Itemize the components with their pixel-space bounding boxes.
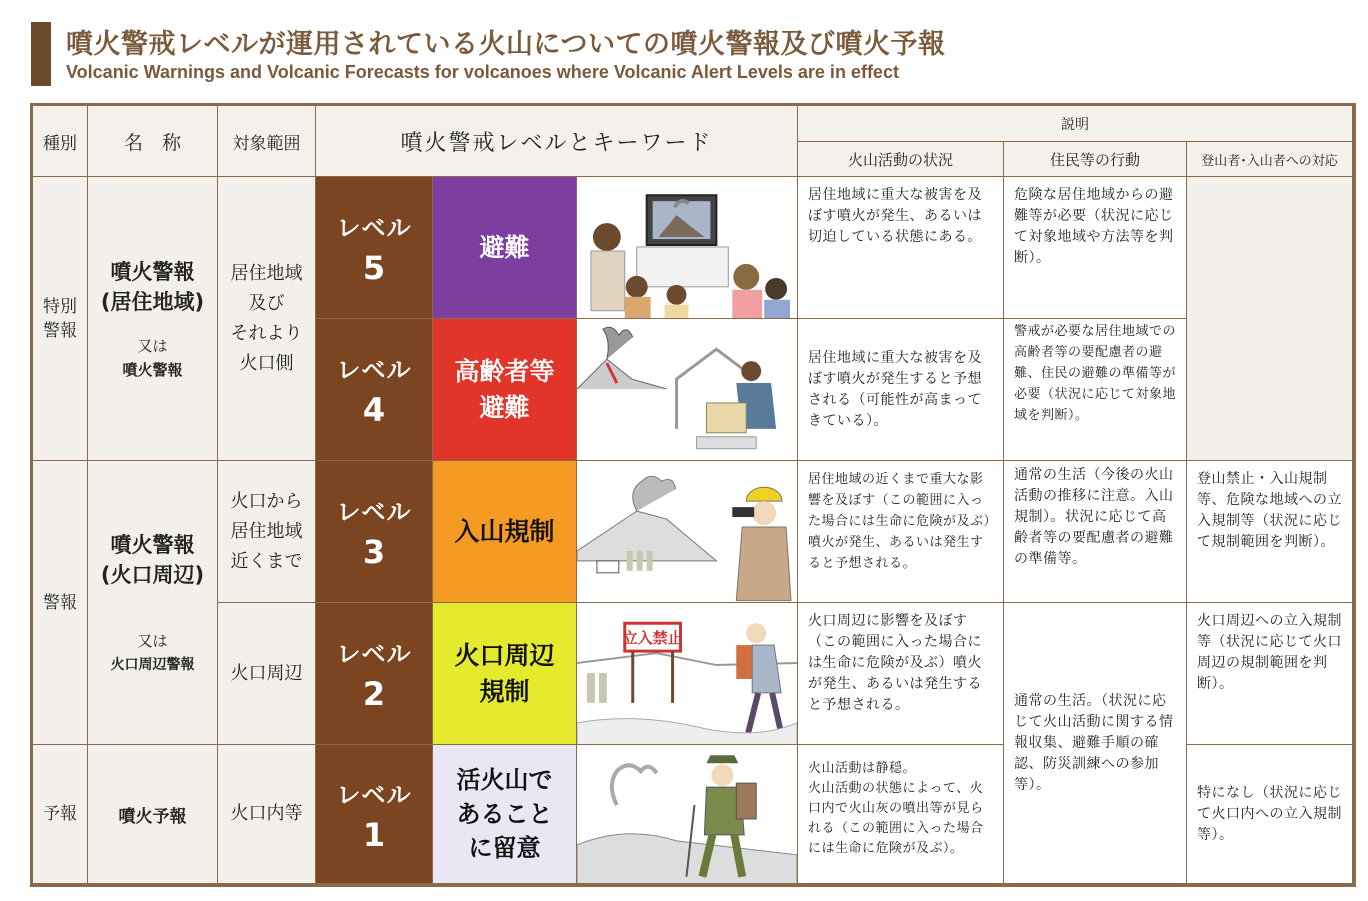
level-4-activity: 居住地域に重大な被害を及ぼす噴火が発生すると予想される（可能性が高まってきている）。	[798, 319, 1004, 461]
kind-warning: 警報	[33, 461, 88, 745]
level-5-activity: 居住地域に重大な被害を及ぼす噴火が発生、あるいは切迫している状態にある。	[798, 177, 1004, 319]
level-5-number: 5	[362, 249, 386, 287]
level-4-keyword: 高齢者等 避難	[433, 319, 577, 461]
header-residents-action: 住民等の行動	[1004, 142, 1187, 177]
kind-forecast: 予報	[33, 745, 88, 884]
level-1-climbers: 特になし（状況に応じて火口内への立入規制等）。	[1187, 745, 1353, 884]
scope-level-5-4: 居住地域 及び それより 火口側	[218, 177, 316, 461]
level-1-badge	[316, 745, 433, 884]
family-watching-tv-illustration	[577, 177, 797, 319]
level-2-badge	[316, 603, 433, 745]
page-title-en: Volcanic Warnings and Volcanic Forecasts for volcanoes where Volcanic Alert Levels are in effect	[66, 62, 899, 82]
level-2-label: レベル	[336, 640, 412, 668]
name-warning	[88, 461, 218, 745]
header-level-keyword: 噴火警戒レベルとキーワード	[316, 106, 798, 177]
level-4-number: 4	[362, 391, 386, 429]
header-explanation: 説明	[798, 106, 1353, 142]
no-entry-sign-illustration	[577, 603, 797, 745]
scope-level-1: 火口内等	[218, 745, 316, 884]
name-warning-alt: 火口周辺警報	[110, 656, 195, 673]
level-3-number: 3	[362, 533, 386, 571]
name-warning-or: 又は	[137, 631, 168, 650]
title-accent-bar	[31, 22, 51, 86]
level-1-illustration	[577, 745, 798, 884]
level-2-climbers: 火口周辺への立入規制等（状況に応じて火口周辺の規制範囲を判断）。	[1187, 603, 1353, 745]
alert-level-table	[30, 103, 1356, 887]
level-5-illustration	[577, 177, 798, 319]
level-2-1-residents: 通常の生活。（状況に応じて火山活動に関する情報収集、避難手順の確認、防災訓練への参加等）。	[1004, 603, 1187, 884]
level-4-label: レベル	[336, 356, 412, 384]
level-3-activity: 居住地域の近くまで重大な影響を及ぼす（この範囲に入った場合には生命に危険が及ぶ）噴火が発生、あるいは発生すると予想される。	[798, 461, 1004, 603]
level-3-climbers: 登山禁止・入山規制等、危険な地域への立入規制等（状況に応じて規制範囲を判断）。	[1187, 461, 1353, 603]
level-5-residents: 危険な居住地域からの避難等が必要（状況に応じて対象地域や方法等を判断）。	[1004, 177, 1187, 319]
level-2-keyword: 火口周辺 規制	[433, 603, 577, 745]
level-4-illustration	[577, 319, 798, 461]
level-2-number: 2	[362, 675, 386, 713]
level-3-badge	[316, 461, 433, 603]
header-volcanic-activity: 火山活動の状況	[798, 142, 1004, 177]
level-2-illustration	[577, 603, 798, 745]
level-3-label: レベル	[336, 498, 412, 526]
climbers-level-5-4-empty	[1187, 177, 1353, 461]
header-kind: 種別	[33, 106, 88, 177]
level-5-badge	[316, 177, 433, 319]
level-1-number: 1	[362, 815, 386, 854]
level-3-illustration	[577, 461, 798, 603]
name-special-warning	[88, 177, 218, 461]
observer-with-binoculars-illustration	[577, 461, 797, 603]
page-title-ja: 噴火警戒レベルが運用されている火山についての噴火警報及び噴火予報	[66, 29, 946, 60]
scope-level-3: 火口から 居住地域 近くまで	[218, 461, 316, 603]
name-forecast-main: 噴火予報	[118, 806, 187, 827]
level-3-keyword: 入山規制	[433, 461, 577, 603]
name-forecast	[88, 745, 218, 884]
level-5-label: レベル	[336, 214, 412, 242]
level-1-label: レベル	[336, 780, 412, 809]
no-entry-sign-text: 立入禁止	[622, 628, 683, 647]
header-climbers-response: 登山者･入山者への対応	[1187, 142, 1353, 177]
level-4-residents: 警戒が必要な居住地域での高齢者等の要配慮者の避難、住民の避難の準備等が必要（状況に応じて対象地域を判断）。	[1004, 319, 1187, 461]
hiker-illustration	[577, 745, 797, 884]
level-4-badge	[316, 319, 433, 461]
level-5-keyword: 避難	[433, 177, 577, 319]
name-special-alt: 噴火警報	[122, 360, 183, 379]
level-1-activity: 火山活動は静穏。 火山活動の状態によって、火口内で火山灰の噴出等が見られる（この範囲に入った場合には生命に危険が及ぶ）。	[798, 745, 1004, 884]
name-special-or: 又は	[137, 336, 168, 355]
kind-special-warning: 特別 警報	[33, 177, 88, 461]
header-scope: 対象範囲	[218, 106, 316, 177]
evacuation-preparation-illustration	[577, 319, 797, 461]
level-2-activity: 火口周辺に影響を及ぼす（この範囲に入った場合には生命に危険が及ぶ）噴火が発生、あるいは発生すると予想される。	[798, 603, 1004, 745]
name-special-main: 噴火警報 (居住地域)	[100, 259, 205, 314]
scope-level-2: 火口周辺	[218, 603, 316, 745]
header-name: 名 称	[88, 106, 218, 177]
level-1-keyword: 活火山で あること に留意	[433, 745, 577, 884]
level-3-residents: 通常の生活（今後の火山活動の推移に注意。入山規制）。状況に応じて高齢者等の要配慮者の避難の準備等。	[1004, 461, 1187, 603]
name-warning-main: 噴火警報 (火口周辺)	[100, 532, 205, 587]
